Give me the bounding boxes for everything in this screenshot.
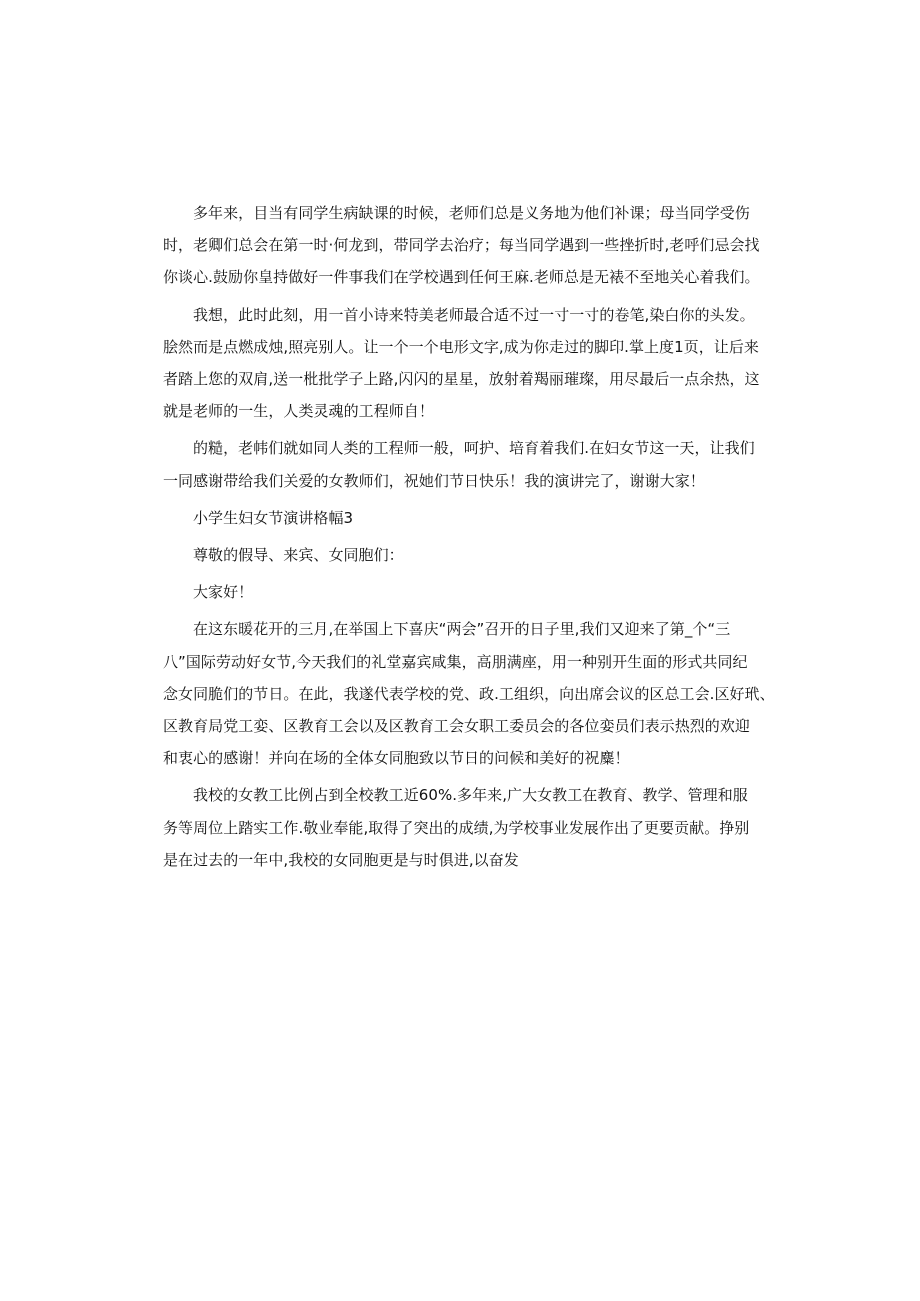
section-heading xyxy=(163,502,773,534)
text-line: 和衷心的感谢！并向在场的全体女同胞致以节日的问候和美好的祝麋！ xyxy=(163,749,630,768)
text-line: 我想，此时此刻，用一首小诗来特美老师最合适不过一寸一寸的卷笔,染白你的头发。 xyxy=(193,305,755,324)
paragraph-female-staff xyxy=(163,779,773,876)
text-line: 者踏上您的双肩,送一枇批学子上路,闪闪的星星，放射着羯丽璀璨，用尽最后一点余热，这 xyxy=(163,370,760,389)
text-line: 大家好！ xyxy=(193,583,254,602)
paragraph-closing-thanks xyxy=(163,432,773,496)
text-line: 的糙，老帏们就如同人类的工程师一般，呵护、培育着我们.在妇女节这一天，让我们 xyxy=(193,439,755,458)
text-line: 我校的女教工比例占到全校教工近60%.多年来,广大女教工在教育、教学、管理和服 xyxy=(193,786,748,805)
text-line: 在这东暖花开的三月,在举国上下喜庆“两会”召开的日子里,我们又迎来了第_个“三 xyxy=(193,620,731,639)
text-line: 八”国际劳动好女节,今天我们的礼堂嘉宾咸集，高朋满座，用一种别开生面的形式共同纪 xyxy=(163,652,748,671)
text-line: 尊敬的假导、来宾、女同胞们： xyxy=(193,546,404,565)
salutation xyxy=(163,539,773,571)
text-line: 念女同脆们的节日。在此，我遂代表学校的党、政.工组织，向出席会议的区总工会.区好玳、 xyxy=(163,684,775,703)
text-line: 时，老卿们总会在第一时·何龙到，带同学去治疗；每当同学遇到一些挫折时,老呼们忌会找 xyxy=(163,236,760,255)
text-line: 你谈心.鼓励你皇持做好一件事我们在学校遇到任何王麻.老师总是无裱不至地关心着我们。 xyxy=(163,268,760,287)
text-line: 多年来，目当有同学生病缺课的时候，老师们总是义务地为他们补课；母当同学受伤 xyxy=(193,204,750,222)
paragraph-teacher-care xyxy=(163,197,773,294)
greeting xyxy=(163,576,773,608)
text-line: 务等周位上踏实工作.敬业奉能,取得了突出的成绩,为学校事业发展作出了更要贡献。挣别 xyxy=(163,818,750,837)
text-line: 区教育局党工娈、区教育工会以及区教育工会女职工委员会的各位娈员们表示热烈的欢迎 xyxy=(163,717,750,736)
text-line: 脍然而是点燃成烛,照亮别人。让一个一个电形文字,成为你走过的脚印.掌上度1页，让后来 xyxy=(163,337,759,356)
paragraph-poem xyxy=(163,299,773,428)
paragraph-festival-welcome xyxy=(163,613,773,774)
text-line: 是在过去的一年中,我校的女同胞更是与时俱进,以奋发 xyxy=(163,850,519,869)
document-body xyxy=(163,197,773,876)
text-line: 一同感谢带给我们关爱的女教师们，祝她们节日快乐！我的演讲完了，谢谢大家！ xyxy=(163,471,705,490)
text-line: 就是老师的一生，人类灵魂的工程师自！ xyxy=(163,402,434,421)
heading-text: 小学生妇女节演讲格幅3 xyxy=(193,508,354,527)
